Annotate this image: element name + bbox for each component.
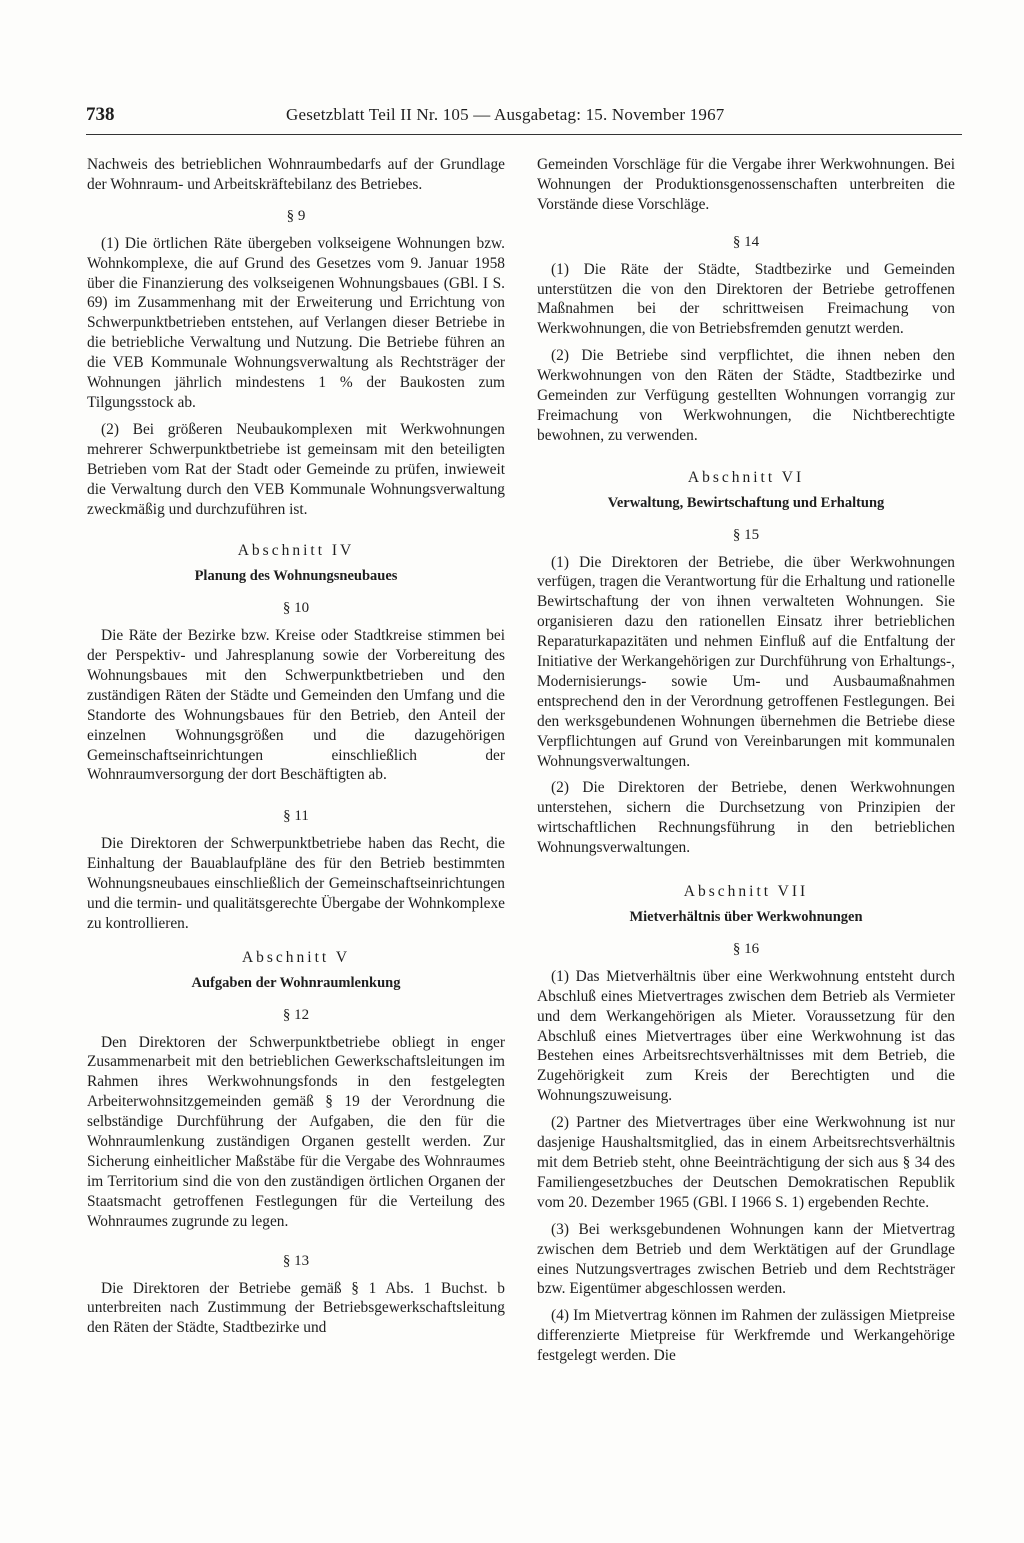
section-heading: § 16 xyxy=(732,940,760,957)
paragraph: (3) Bei werksgebundenen Wohnungen kann der Mietvertrag zwischen dem Betrieb und dem Werktätigen auf der Grundlage eines Nutzungsvertrages zwischen Betrieb und dem Rechtsträger bzw. Eigentümer abgeschlossen werden. xyxy=(537,1220,955,1298)
paragraph: (2) Partner des Mietvertrages über eine Werkwohnung ist nur dasjenige Haushaltsmitglied, das in einem Arbeitsrechtsverhältnis mit dem Betrieb steht, ohne Beeinträchtigung der sich aus § 34 des Familiengesetzbuches der Deutschen Demokratischen Republik vom 20. Dezember 1965 (GBl. I 1966 S. 1) ergebenden Rechte. xyxy=(537,1114,955,1211)
paragraph: Die Direktoren der Betriebe gemäß § 1 Abs. 1 Buchst. b unterbreiten nach Zustimmung der Betriebsgewerkschaftsleitung den Räten der Städte, Stadtbezirke und xyxy=(87,1279,505,1337)
paragraph: (2) Die Direktoren der Betriebe, denen Werkwohnungen unterstehen, sichern die Durchsetzung von Prinzipien der wirtschaftlichen Rechnungsführung in den betrieblichen Wohnungsverwaltungen. xyxy=(537,779,955,857)
page-number: 738 xyxy=(86,104,115,125)
section-heading: § 10 xyxy=(282,600,310,617)
paragraph: (1) Die Räte der Städte, Stadtbezirke und Gemeinden unterstützen die von den Direktoren der Betriebe getroffenen Maßnahmen bei der schrittweisen Freimachung von Werkwohnungen, die von Betriebsfremden genutzt werden. xyxy=(537,260,955,338)
paragraph: Nachweis des betrieblichen Wohnraumbedarfs auf der Grundlage der Wohnraum- und Arbeitskräftebilanz des Betriebes. xyxy=(87,156,505,193)
section-heading: § 14 xyxy=(732,233,760,250)
chapter-heading: Abschnitt IV xyxy=(237,542,355,560)
section-heading: § 11 xyxy=(283,808,309,825)
chapter-heading: Abschnitt VI xyxy=(687,468,805,486)
paragraph: (4) Im Mietvertrag können im Rahmen der zulässigen Mietpreise differenzierte Mietpreise für Werkfremde und Werkangehörige festgelegt werden. Die xyxy=(537,1307,955,1365)
paragraph: Gemeinden Vorschläge für die Vergabe ihrer Werkwohnungen. Bei Wohnungen der Produktionsgenossenschaften unterbreiten die Vorstände diese Vorschläge. xyxy=(537,156,955,213)
paragraph: Die Direktoren der Schwerpunktbetriebe haben das Recht, die Einhaltung der Bauablaufpläne des für den Betrieb bestimmten Wohnungsneubaues einschließlich der Gemeinschaftseinrichtungen und die termin- und qualitätsgerechte Übergabe der Wohnkomplexe zu kontrollieren. xyxy=(87,835,505,932)
chapter-title: Verwaltung, Bewirtschaftung und Erhaltung xyxy=(607,494,885,511)
paragraph: (1) Die örtlichen Räte übergeben volkseigene Wohnungen bzw. Wohnkomplexe, die auf Grund des Gesetzes vom 9. Januar 1958 über die Finanzierung des volkseigenen Wohnungsbaues (GBl. I S. 69) im Zusammenhang mit der Erweiterung und Errichtung von Schwerpunktbetrieben entstehen, auf Verlangen dieser Betriebe in die betriebliche Verwaltung und Nutzung. Die Betriebe führen an die VEB Kommunale Wohnungsverwaltung als Rechtsträger der Wohnungen jährlich mindestens 1 % der Baukosten zum Tilgungsstock ab. xyxy=(87,234,505,411)
paragraph: (1) Das Mietverhältnis über eine Werkwohnung entsteht durch Abschluß eines Mietvertrages zwischen dem Betrieb als Vermieter und dem Werkangehörigen als Mieter. Voraussetzung für den Abschluß eines Mietvertrages über eine Werkwohnung ist das Bestehen eines Arbeitsrechtsverhältnisses mit dem Betrieb, die Zugehörigkeit zum Kreis der Berechtigten und die Wohnungszuweisung. xyxy=(537,967,955,1105)
chapter-title: Mietverhältnis über Werkwohnungen xyxy=(629,909,863,925)
right-column xyxy=(537,155,955,1373)
section-heading: § 13 xyxy=(282,1252,310,1269)
section-heading: § 15 xyxy=(732,526,760,543)
gazette-title: Gesetzblatt Teil II Nr. 105 — Ausgabetag: 15. November 1967 xyxy=(286,105,725,124)
chapter-heading: Abschnitt VII xyxy=(683,883,809,901)
paragraph: (2) Bei größeren Neubaukomplexen mit Werkwohnungen mehrerer Schwerpunktbetriebe ist gemeinsam mit den beteiligten Betrieben vom Rat der Stadt oder Gemeinde zu prüfen, inwieweit die Verwaltung durch den VEB Kommunale Wohnungsverwaltung zweckmäßig und durchzuführen ist. xyxy=(87,420,505,518)
section-heading: § 9 xyxy=(286,207,306,224)
chapter-title: Aufgaben der Wohnraumlenkung xyxy=(191,974,401,991)
left-column xyxy=(87,155,505,1345)
paragraph: Die Räte der Bezirke bzw. Kreise oder Stadtkreise stimmen bei der Perspektiv- und Jahresplanung sowie der Vorbereitung des Wohnungsbaues mit den Schwerpunktbetrieben und den zuständigen Räten der Städte und Gemeinden den Umfang und die Standorte des Wohnungsbaues für den Betrieb, den Anteil der einzelnen Wohnungsgrößen und die dazugehörigen Gemeinschaftseinrichtungen einschließlich der Wohnraumversorgung der dort Beschäftigten ab. xyxy=(87,627,505,784)
chapter-title: Planung des Wohnungsneubaues xyxy=(194,568,398,585)
section-heading: § 12 xyxy=(282,1006,310,1023)
paragraph: (2) Die Betriebe sind verpflichtet, die ihnen neben den Werkwohnungen von den Räten der Städte, Stadtbezirke und Gemeinden zur Verfügung gestellten Wohnungen vorrangig zur Freimachung von Werkwohnungen, die Nichtberechtigte bewohnen, zu verwenden. xyxy=(537,347,955,444)
page-header xyxy=(86,104,962,135)
paragraph: Den Direktoren der Schwerpunktbetriebe obliegt in enger Zusammenarbeit mit den betrieblichen Gewerkschaftsleitungen im Rahmen ihres Werkwohnungsfonds in den festgelegten Arbeiterwohnsitzgemeinden gemäß § 19 der Verordnung die selbständige Durchführung der Aufgaben, die den für die Wohnraumlenkung zuständigen Organen gestellt werden. Zur Sicherung einheitlicher Maßstäbe für die Vergabe des Wohnraumes im Territorium sind die von den zuständigen örtlichen Organen der Staatsmacht getroffenen Festlegungen für die Verteilung des Wohnraumes zugrunde zu legen. xyxy=(87,1033,505,1230)
chapter-heading: Abschnitt V xyxy=(241,948,351,966)
paragraph: (1) Die Direktoren der Betriebe, die über Werkwohnungen verfügen, tragen die Verantwortung für die Erhaltung und rationelle Bewirtschaftung der von ihnen verwalteten Wohnungen. Sie organisieren dazu den rationellen Einsatz ihrer betrieblichen Reparaturkapazitäten und nehmen Einfluß auf die Entfaltung der Initiative der Werkangehörigen zur Durchführung von Erhaltungs-, Modernisierungs- sowie Um- und Ausbaumaßnahmen entsprechend den in der Verordnung getroffenen Festlegungen. Bei den werksgebundenen Wohnungen übernehmen die Betriebe diese Verpflichtungen auf Grund von Vereinbarungen mit kommunalen Wohnungsverwaltungen. xyxy=(537,553,955,770)
